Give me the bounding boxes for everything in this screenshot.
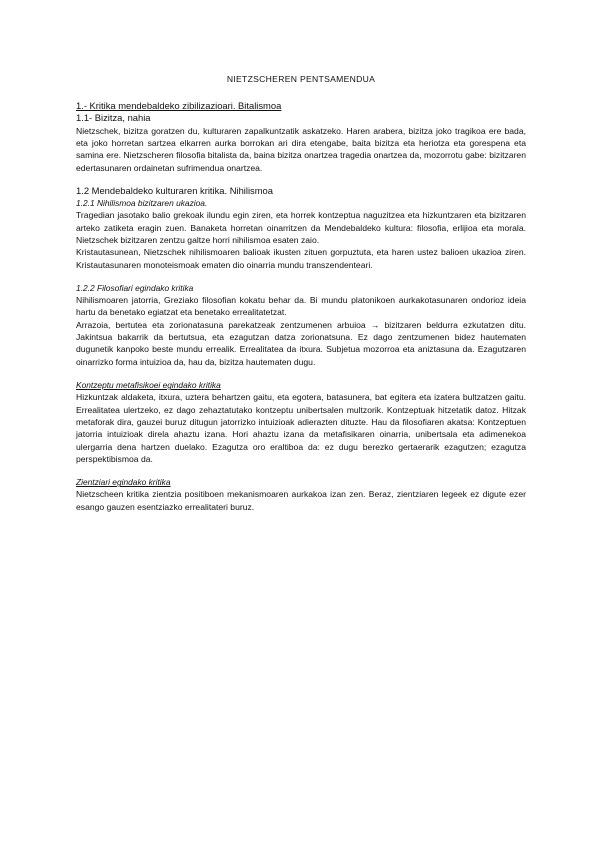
paragraph-nihilismoa-1: Tragedian jasotako balio grekoak ilundu egin ziren, eta horrek kontzeptua naguzitzea eta hizkuntzaren eta bizitzaren arteko zatiketa eragin zuen. Banaketa horretan oinarritzen da Mendebaldeko kultura: filosofia, erlijioa eta morala. Nietzschek bizitzaren zentzu galtze horri nihilismoa esaten zaio. [76, 210, 526, 246]
section-heading-1-2: 1.2 Mendebaldeko kulturaren kritika. Nihilismoa [76, 184, 273, 196]
paragraph-nihilismoa-2: Kristautasunean, Nietzschek nihilismoaren balioak ikusten zituen gorpuztuta, eta haren ustez balioen ukazioa ziren. Kristautasunaren monoteismoak ematen dio oinarria mundu transzendenteari. [76, 247, 526, 270]
subsection-heading-zientzia: Zientziari egindako kritika [76, 477, 171, 488]
subsection-heading-kontzeptu: Kontzeptu metafisikoei egindako kritika [76, 380, 221, 391]
paragraph-kontzeptu: Hizkuntzak aldaketa, itxura, uztera behartzen gaitu, eta egotera, batasunera, bat egitera eta izatera bultzatzen gaitu. Errealitatea ulertzeko, ez dago zehaztatutako kontzeptu unibertsalen multzorik. Kontzeptuak hitzetatik datoz. Hitzak metaforak dira, gauzei buruz ditugun jatorrizko intuizioak adierazten dituzte. Hau da filosofiaren akatsa: Kontzeptuen jatorria intuizioak direla ahaztu izana. Hori ahaztu izana da metafisikaren oinarria, unibertsala eta adimenekoa ulergarria dena hartzen duelako. Ezagutza oro eraltiboa da: ez dugu berezko gertaerarik ezagutzen; ezagutza perspektibismoa da. [76, 392, 526, 464]
paragraph-zientzia: Nietzscheen kritika zientzia positiboen mekanismoaren aurkakoa izan zen. Beraz, zientziaren legeek ez digute ezer esango gauzen esentziazko errealitateri buruz. [76, 489, 526, 512]
paragraph-filosofia-2: Arrazoia, bertutea eta zorionatasuna parekatzeak zentzumenen arbuioa → bizitzaren beldurra ezkutatzen ditu. Jakintsua bakarrik da bertutsua, eta ezagutzan datza zorionatsuna. Ez dago zentzumenen bidez hautematen dugunetik kanpoko beste mundu errealik. Errealitatea da itxura. Subjetua mozorroa eta aniztasuna da. Ezagutzaren oinarrizko forma intuizioa da, hau da, bizitza hautematen dugu. [76, 319, 526, 367]
subsection-heading-1-2-2: 1.2.2 Filosofiari egindako kritika [76, 283, 194, 294]
paragraph-bizitza-nahia: Nietzschek, bizitza goratzen du, kulturaren zapalkuntzatik askatzeko. Haren arabera, bizitza joko tragikoa ere bada, eta joko horretan sartzea elkarren aurka borrokan ari dira etengabe, baita bizitza eta heriotza eta gorespena eta samina ere. Nietzscheren filosofia bitalista da, baina bizitza onartzea tragedia onartzea da, mozorrotu gabe: bizitzaren edertasunaren ordainetan sufrimendua onartzea. [76, 125, 526, 173]
subsection-heading-1-2-1: 1.2.1 Nihilismoa bizitzaren ukazioa. [76, 198, 208, 209]
section-heading-1: 1.- Kritika mendebaldeko zibilizazioari. Bitalismoa [76, 100, 282, 111]
paragraph-filosofia-1: Nihilismoaren jatorria, Greziako filosofian kokatu behar da. Bi mundu platonikoen aurkakotasunaren ondorioz ideia hartu da benetako egiatzat eta benetako errealitatetzat. [76, 295, 526, 318]
subsection-heading-1-1: 1.1- Bizitza, nahia [76, 112, 151, 123]
document-content [76, 74, 526, 513]
document-title: NIETZSCHEREN PENTSAMENDUA [226, 74, 376, 84]
